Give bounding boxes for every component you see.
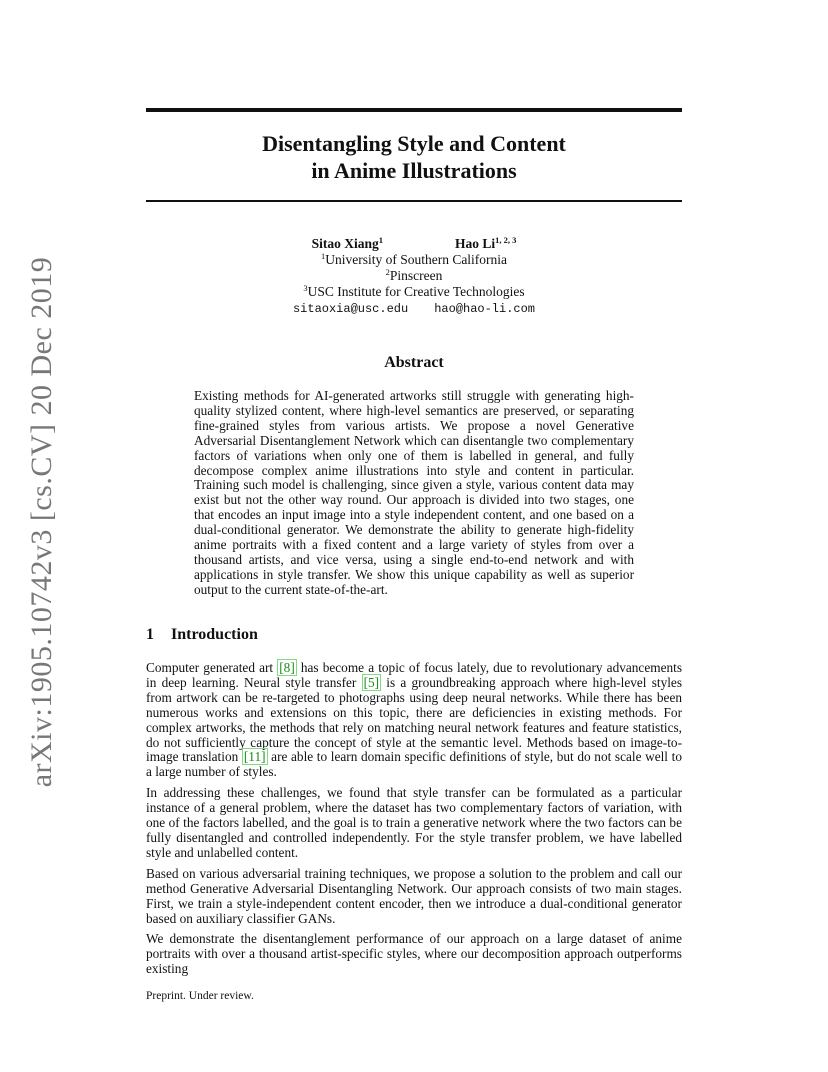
title-line-1: Disentangling Style and Content: [262, 131, 566, 156]
intro-paragraph-4: We demonstrate the disentanglement performance of our approach on a large dataset of anime portraits with over a thousand artist-specific styles, where our decomposition approach outperforms existing: [146, 931, 682, 977]
footer-note: Preprint. Under review.: [146, 990, 254, 1002]
author-emails: [146, 301, 682, 317]
author-1-affil-marker: 1: [378, 235, 383, 245]
email-1[interactable]: sitaoxia@usc.edu: [292, 302, 409, 316]
paper-title: [146, 130, 682, 184]
title-line-2: in Anime Illustrations: [311, 158, 517, 183]
citation-8[interactable]: [8]: [279, 660, 295, 675]
email-2[interactable]: hao@hao-li.com: [434, 302, 536, 316]
arxiv-identifier-stamp: arXiv:1905.10742v3 [cs.CV] 20 Dec 2019: [25, 256, 58, 788]
author-block: [146, 236, 682, 317]
intro-paragraph-1: Computer generated art [8] has become a topic of focus lately, due to revolutionary advancements in deep learning. Neural style transfer [5] is a groundbreaking approach where high-level styles from artwork can be re-targeted to photographs using deep neural networks. While there has been numerous works and extensions on this topic, there are deficiencies in existing methods. For complex artworks, the methods that rely on matching neural network features and feature statistics, do not sufficiently capture the concept of style at the semantic level. Methods based on image-to-image translation [11] are able to learn domain specific definitions of style, but do not scale well to a large number of styles.: [146, 660, 682, 780]
affiliation-2: $^2$Pinscreen: [385, 267, 443, 283]
intro-paragraph-2: In addressing these challenges, we found that style transfer can be formulated as a particular instance of a general problem, where the dataset has two complementary factors of variation, with one of the factors labelled, and the goal is to train a generative network where the two factors can be fully disentangled and controlled independently. For the style transfer problem, we have labelled style and unlabelled content.: [146, 785, 682, 860]
abstract-text: Existing methods for AI-generated artworks still struggle with generating high-quality stylized content, where high-level semantics are preserved, or separating fine-grained styles from various artists. We propose a novel Generative Adversarial Disentanglement Network which can disentangle two complementary factors of variations when only one of them is labelled in general, and fully decompose complex anime illustrations into style and content in particular. Training such model is challenging, since given a style, various content data may exist but not the other way round. Our approach is divided into two stages, one that encodes an input image into a style independent content, and one based on a dual-conditional generator. We demonstrate the ability to generate high-fidelity anime portraits with a fixed content and a large variety of styles from over a thousand artists, and vice versa, using a single end-to-end network and with applications in style transfer. We show this unique capability as well as superior output to the current state-of-the-art.: [194, 388, 634, 597]
title-rule-top: [146, 108, 682, 112]
title-rule-bottom: [146, 200, 682, 202]
author-1: Sitao Xiang$^1$: [311, 235, 383, 251]
affiliation-3: $^3$USC Institute for Creative Technologies: [303, 283, 525, 299]
introduction-body: [146, 661, 682, 983]
abstract-heading: Abstract: [384, 354, 444, 371]
author-2: Hao Li$^{1, 2, 3}$: [455, 235, 517, 251]
citation-11[interactable]: [11]: [243, 749, 266, 765]
intro-paragraph-3: Based on various adversarial training techniques, we propose a solution to the problem and call our method Generative Adversarial Disentangling Network. Our approach consists of two main stages. First, we train a style-independent content encoder, then we introduce a dual-conditional generator based on auxiliary classifier GANs.: [146, 865, 682, 926]
section-number: 1: [146, 626, 154, 643]
affiliation-1: $^1$University of Southern California: [320, 251, 508, 267]
section-heading-introduction: [146, 626, 258, 644]
citation-5[interactable]: [5]: [363, 674, 380, 690]
author-names: [146, 236, 682, 252]
section-title: Introduction: [171, 626, 258, 643]
author-2-affil-marker: 1, 2, 3: [495, 235, 517, 245]
